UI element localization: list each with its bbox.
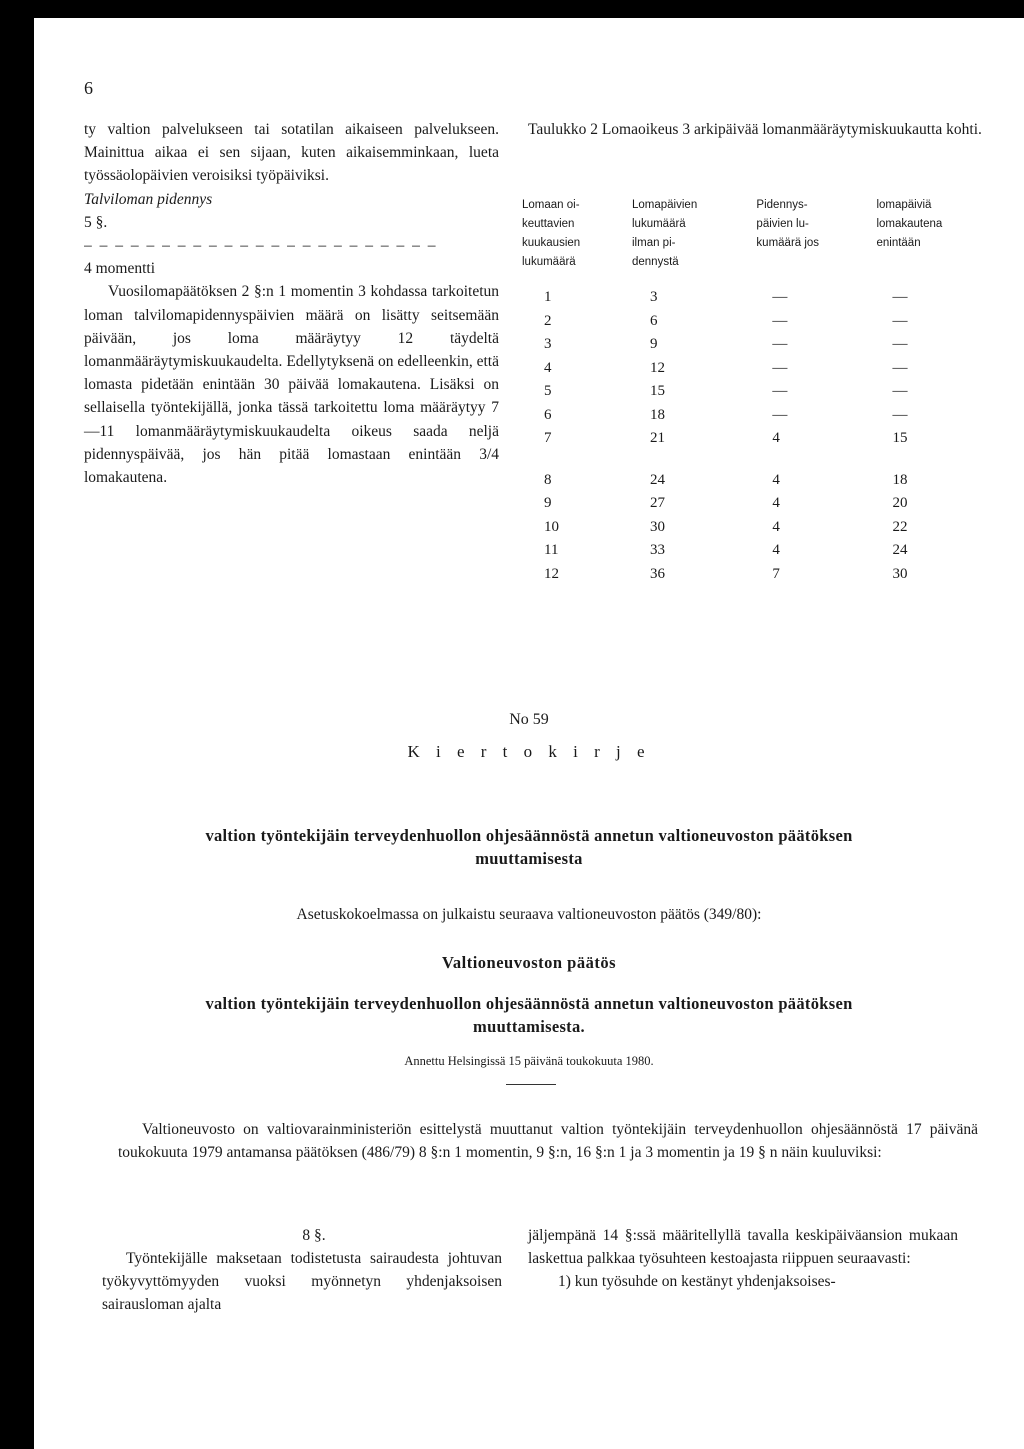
header-leave-days: Lomapäivien lukumäärä ilman pi- dennystä	[632, 199, 698, 268]
leave-table	[518, 196, 998, 586]
bottom-left-paragraph: Työntekijälle maksetaan todistetusta sairaudesta johtuvan työkyvyttömyyden vuoksi myönnetyn yhdenjaksoisen sairausloman ajalta	[102, 1250, 502, 1313]
max-days-cell: —	[892, 383, 908, 400]
max-days-cell: 24	[892, 542, 908, 559]
months-cell: 5	[544, 383, 552, 400]
months-cell: 11	[544, 542, 559, 559]
extension-days-cell: —	[772, 312, 788, 329]
table-row	[518, 539, 998, 563]
moment-heading: 4 momentti	[84, 260, 156, 278]
decision-body: Valtioneuvosto on valtiovarainministeriön esittelystä muuttanut valtion työntekijäin terveydenhuollon ohjesäännöstä 17 päivänä toukokuuta 1979 antamansa päätöksen (486/79) 8 §:n 1 momentin, 9 §:n, 16 §:n 1 ja 3 momentin ja 19 § n näin kuuluviksi:	[118, 1121, 978, 1161]
leave-days-cell: 30	[650, 518, 665, 535]
extension-days-cell: —	[772, 383, 788, 400]
table-row	[518, 310, 998, 334]
table-row	[518, 333, 998, 357]
left-column	[84, 118, 499, 489]
subject-line-1: valtion työntekijäin terveydenhuollon ohjesäännöstä annetun valtioneuvoston päätöksen	[205, 826, 853, 845]
months-cell: 2	[544, 312, 552, 329]
extension-days-cell: —	[772, 406, 788, 423]
document-page	[34, 18, 1024, 1449]
extension-days-cell: 7	[772, 565, 780, 582]
leave-days-cell: 12	[650, 359, 665, 376]
leave-days-cell: 21	[650, 430, 665, 447]
decision-title: Valtioneuvoston päätös	[441, 953, 617, 972]
months-cell: 7	[544, 430, 552, 447]
leave-days-cell: 24	[650, 471, 665, 488]
max-days-cell: —	[892, 289, 908, 306]
leave-days-cell: 6	[650, 312, 658, 329]
months-cell: 1	[544, 289, 552, 306]
intro-paragraph: ty valtion palvelukseen tai sotatilan aikaiseen palvelukseen. Mainittua aikaa ei sen sijaan, kuten aikaisemminkaan, lueta työssäolopäivien veroisiksi työpäiviksi.	[84, 121, 499, 185]
months-cell: 10	[544, 518, 559, 535]
leave-days-cell: 3	[650, 289, 658, 306]
publication-note: Asetuskokoelmassa on julkaistu seuraava valtioneuvoston päätös (349/80):	[296, 906, 762, 923]
max-days-cell: —	[892, 312, 908, 329]
header-max-days: lomapäiviä lomakautena enintään	[876, 199, 943, 249]
header-extension-days: Pidennys- päivien lu- kumäärä jos	[756, 199, 820, 249]
leave-days-cell: 27	[650, 495, 665, 512]
circular-number: No 59	[509, 711, 549, 728]
table-row	[518, 380, 998, 404]
extension-days-cell: 4	[772, 495, 780, 512]
max-days-cell: 18	[892, 471, 908, 488]
max-days-cell: —	[892, 406, 908, 423]
max-days-cell: 30	[892, 565, 908, 582]
months-cell: 6	[544, 406, 552, 423]
header-months: Lomaan oi- keuttavien kuukausien lukumäärä	[522, 199, 581, 268]
max-days-cell: 15	[892, 430, 908, 447]
max-days-cell: 22	[892, 518, 908, 535]
extension-days-cell: 4	[772, 518, 780, 535]
table-body	[518, 286, 998, 586]
leave-days-cell: 36	[650, 565, 665, 582]
section-title: Talviloman pidennys	[84, 190, 213, 208]
section-paragraph: Vuosilomapäätöksen 2 §:n 1 momentin 3 kohdassa tarkoitetun loman talvilomapidennyspäivien määrä on lisätty seitsemään päivään, jos loma määräytyy 12 täydeltä lomanmääräytymiskuukaudelta. Edellytyksenä on edelleenkin, että lomasta pidetään enintään 30 päivää lomakautena. Lisäksi on sellaisella työntekijällä, jonka tässä tarkoitettu loma määräytyy 7—11 lomanmääräytymiskuukaudelta oikeus saada neljä pidennyspäivää, jos hän pitää lomastaan enintään 3/4 lomakautena.	[84, 283, 499, 487]
divider-rule	[506, 1084, 556, 1085]
leave-days-cell: 9	[650, 336, 658, 353]
extension-days-cell: 4	[772, 430, 780, 447]
table-row	[518, 516, 998, 540]
max-days-cell: —	[892, 336, 908, 353]
bottom-left-column	[102, 1224, 502, 1316]
months-cell: 8	[544, 471, 552, 488]
table-row	[518, 286, 998, 310]
extension-days-cell: 4	[772, 471, 780, 488]
bottom-right-paragraph: jäljempänä 14 §:ssä määritellyllä tavalla keskipäiväansion mukaan laskettua palkkaa työsuhteen kestoajasta riippuen seuraavasti:	[528, 1227, 958, 1267]
table-row	[518, 427, 998, 451]
decision-line-1: valtion työntekijäin terveydenhuollon ohjesäännöstä annetun valtioneuvoston päätöksen	[205, 994, 853, 1013]
leave-days-cell: 18	[650, 406, 665, 423]
section-number: 5 §.	[84, 213, 108, 231]
given-date: Annettu Helsingissä 15 päivänä toukokuuta 1980.	[404, 1054, 654, 1068]
leave-days-cell: 33	[650, 542, 665, 559]
table-row	[518, 492, 998, 516]
decision-subject	[74, 992, 984, 1038]
circular-subject	[74, 824, 984, 870]
circular-kind: K i e r t o k i r j e	[407, 742, 651, 761]
months-cell: 12	[544, 565, 559, 582]
subject-line-2: muuttamisesta	[475, 849, 583, 868]
omission-dashes: – – – – – – – – – – – – – – – – – – – – – – –	[84, 237, 438, 255]
extension-days-cell: —	[772, 336, 788, 353]
bottom-section-number: 8 §.	[302, 1227, 326, 1244]
months-cell: 9	[544, 495, 552, 512]
extension-days-cell: 4	[772, 542, 780, 559]
max-days-cell: 20	[892, 495, 908, 512]
page-number: 6	[84, 78, 93, 98]
months-cell: 3	[544, 336, 552, 353]
extension-days-cell: —	[772, 289, 788, 306]
table-title: Taulukko 2 Lomaoikeus 3 arkipäivää lomanmääräytymiskuukautta kohti.	[528, 121, 982, 138]
bottom-list-item: 1) kun työsuhde on kestänyt yhdenjaksoises-	[558, 1273, 836, 1290]
leave-days-cell: 15	[650, 383, 665, 400]
extension-days-cell: —	[772, 359, 788, 376]
max-days-cell: —	[892, 359, 908, 376]
table-row	[518, 563, 998, 587]
table-row	[518, 357, 998, 381]
bottom-right-column	[528, 1224, 958, 1293]
table-header-row	[518, 196, 998, 286]
table-row	[518, 451, 998, 493]
table-row	[518, 404, 998, 428]
months-cell: 4	[544, 359, 552, 376]
decision-line-2: muuttamisesta.	[473, 1017, 585, 1036]
